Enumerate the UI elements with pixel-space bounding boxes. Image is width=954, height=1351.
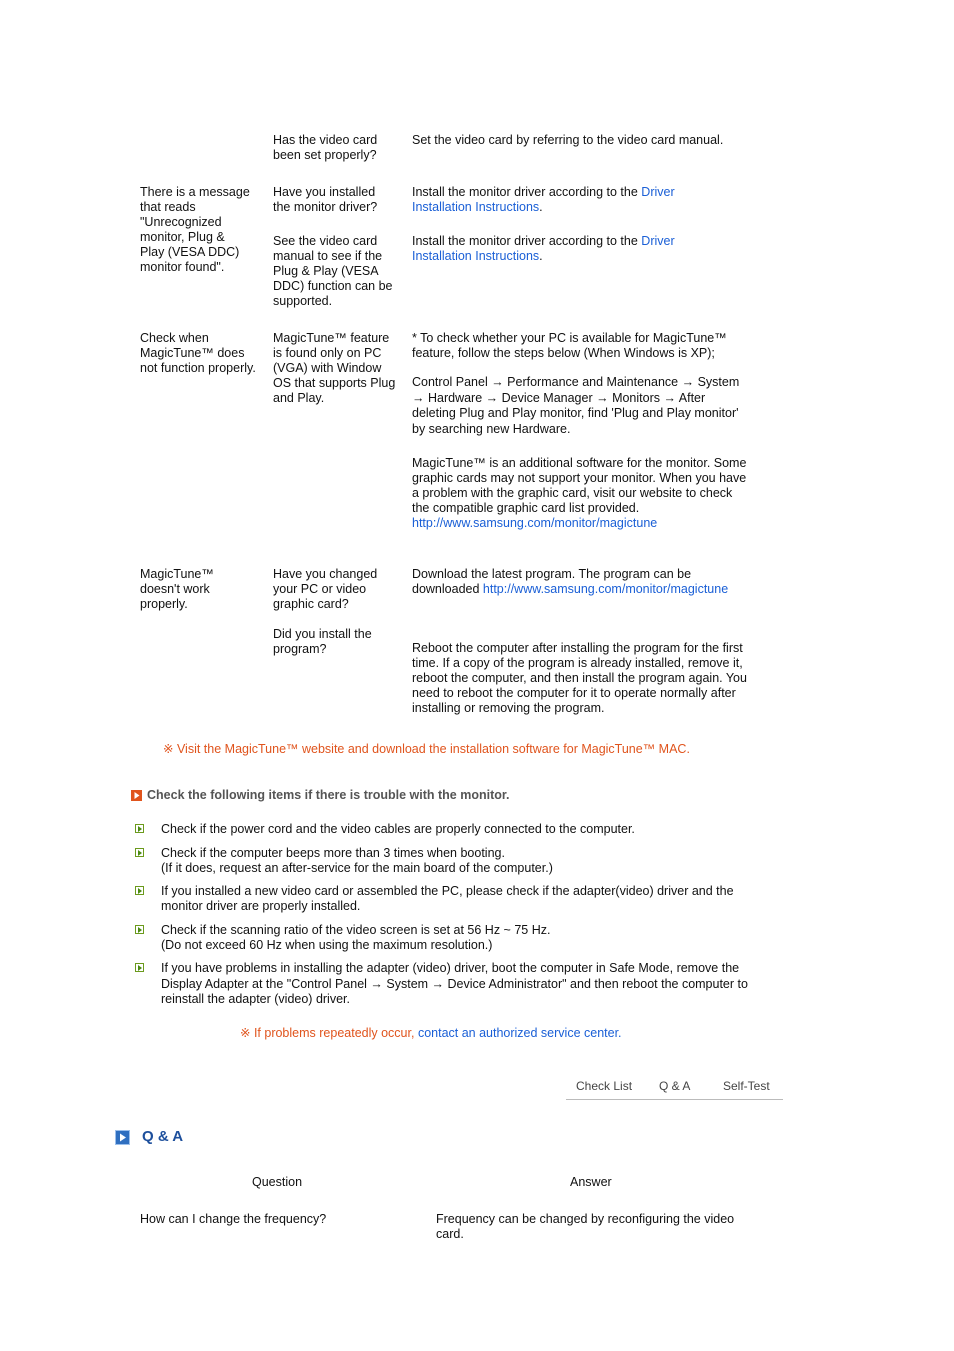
driver-instructions-link-2[interactable]: Driver Installation Instructions xyxy=(412,234,675,263)
item-safe-mode: If you have problems in installing the adapter (video) driver, boot the computer in Safe Mode, remove the Display Adapter at the "Control Panel → System → Device Administrator" and then reboot the computer to reinstall the adapter (video) driver. xyxy=(161,961,748,1006)
solution-control-panel-steps: Control Panel → Performance and Maintenance → System → Hardware → Device Manager → Monitors → After deleting Plug and Play monitor, find 'Plug and Play monitor' by searching new Hardware. xyxy=(412,375,740,436)
check-plug-and-play-support: See the video card manual to see if the Plug & Play (VESA DDC) function can be supported. xyxy=(273,234,393,308)
check-magictune-vga-only: MagicTune™ feature is found only on PC (VGA) with Window OS that supports Plug and Play. xyxy=(273,331,396,405)
check-monitor-driver-installed: Have you installed the monitor driver? xyxy=(273,185,378,214)
orange-arrow-icon xyxy=(131,790,142,801)
magictune-website-link-2[interactable]: http://www.samsung.com/monitor/magictune xyxy=(482,582,729,596)
symptom-magictune-not-function: Check when MagicTune™ does not function properly. xyxy=(140,331,256,375)
qa-answer-frequency: Frequency can be changed by reconfiguring the video card. xyxy=(436,1212,735,1241)
symptom-magictune-not-work: MagicTune™ doesn't work properly. xyxy=(140,567,214,611)
tab-check-list[interactable]: Check List xyxy=(576,1079,633,1093)
solution-reboot-computer: Reboot the computer after installing the program for the first time. If a copy of the program is already installed, remove it, reboot the computer, and then install the program again. You need to reboot the computer for it to operate normally after installing or removing the program. xyxy=(412,641,747,715)
tab-self-test[interactable]: Self-Test xyxy=(723,1079,770,1093)
item-scanning-ratio: Check if the scanning ratio of the video screen is set at 56 Hz ~ 75 Hz. (Do not exceed 60 Hz when using the maximum resolution.) xyxy=(161,923,551,952)
solution-download-latest: Download the latest program. The program can be downloaded http://www.samsung.com/monitor/magictune xyxy=(412,567,729,596)
symptom-unrecognized-monitor: There is a message that reads "Unrecognized monitor, Plug & Play (VESA DDC) monitor found". xyxy=(140,185,250,274)
qa-column-question: Question xyxy=(252,1175,303,1189)
blue-arrow-icon xyxy=(115,1130,130,1145)
check-program-installed: Did you install the program? xyxy=(273,627,372,656)
green-bullet-icon xyxy=(135,925,144,934)
green-bullet-icon xyxy=(135,848,144,857)
green-bullet-icon xyxy=(135,886,144,895)
tabs-divider xyxy=(566,1099,783,1100)
check-changed-graphic-card: Have you changed your PC or video graphic card? xyxy=(273,567,378,611)
driver-instructions-link-1[interactable]: Driver Installation Instructions xyxy=(412,185,675,214)
section-heading-trouble-items: Check the following items if there is trouble with the monitor. xyxy=(147,788,510,802)
item-beeps: Check if the computer beeps more than 3 times when booting. (If it does, request an after-service for the main board of the computer.) xyxy=(161,846,553,875)
magictune-website-link-1[interactable]: http://www.samsung.com/monitor/magictune xyxy=(412,516,658,530)
item-power-cord: Check if the power cord and the video cables are properly connected to the computer. xyxy=(161,822,635,836)
solution-install-driver-1: Install the monitor driver according to the Driver Installation Instructions. xyxy=(412,185,675,214)
green-bullet-icon xyxy=(135,963,144,972)
solution-install-driver-2: Install the monitor driver according to the Driver Installation Instructions. xyxy=(412,234,675,263)
qa-title: Q & A xyxy=(142,1128,184,1145)
magictune-mac-note: ※ Visit the MagicTune™ website and download the installation software for MagicTune™ MAC. xyxy=(163,742,690,756)
service-center-note: ※ If problems repeatedly occur, contact an authorized service center. xyxy=(240,1026,622,1040)
check-video-card-set: Has the video card been set properly? xyxy=(273,133,378,162)
solution-check-pc-availability: * To check whether your PC is available for MagicTune™ feature, follow the steps below (When Windows is XP); xyxy=(412,331,727,360)
service-center-link[interactable]: contact an authorized service center. xyxy=(417,1026,622,1040)
solution-magictune-additional-software: MagicTune™ is an additional software for the monitor. Some graphic cards may not support your monitor. When you have a problem with the graphic card, visit our website to check the compatible graphic card list provided. http://www.samsung.com/monitor/magictune xyxy=(412,456,752,531)
qa-question-frequency: How can I change the frequency? xyxy=(140,1212,327,1226)
item-new-video-card: If you installed a new video card or assembled the PC, please check if the adapter(video) driver and the monitor driver are properly installed. xyxy=(161,884,734,913)
green-bullet-icon xyxy=(135,824,144,833)
qa-column-answer: Answer xyxy=(570,1175,612,1189)
solution-video-card-manual: Set the video card by referring to the video card manual. xyxy=(412,133,724,147)
tab-qa[interactable]: Q & A xyxy=(659,1079,691,1093)
